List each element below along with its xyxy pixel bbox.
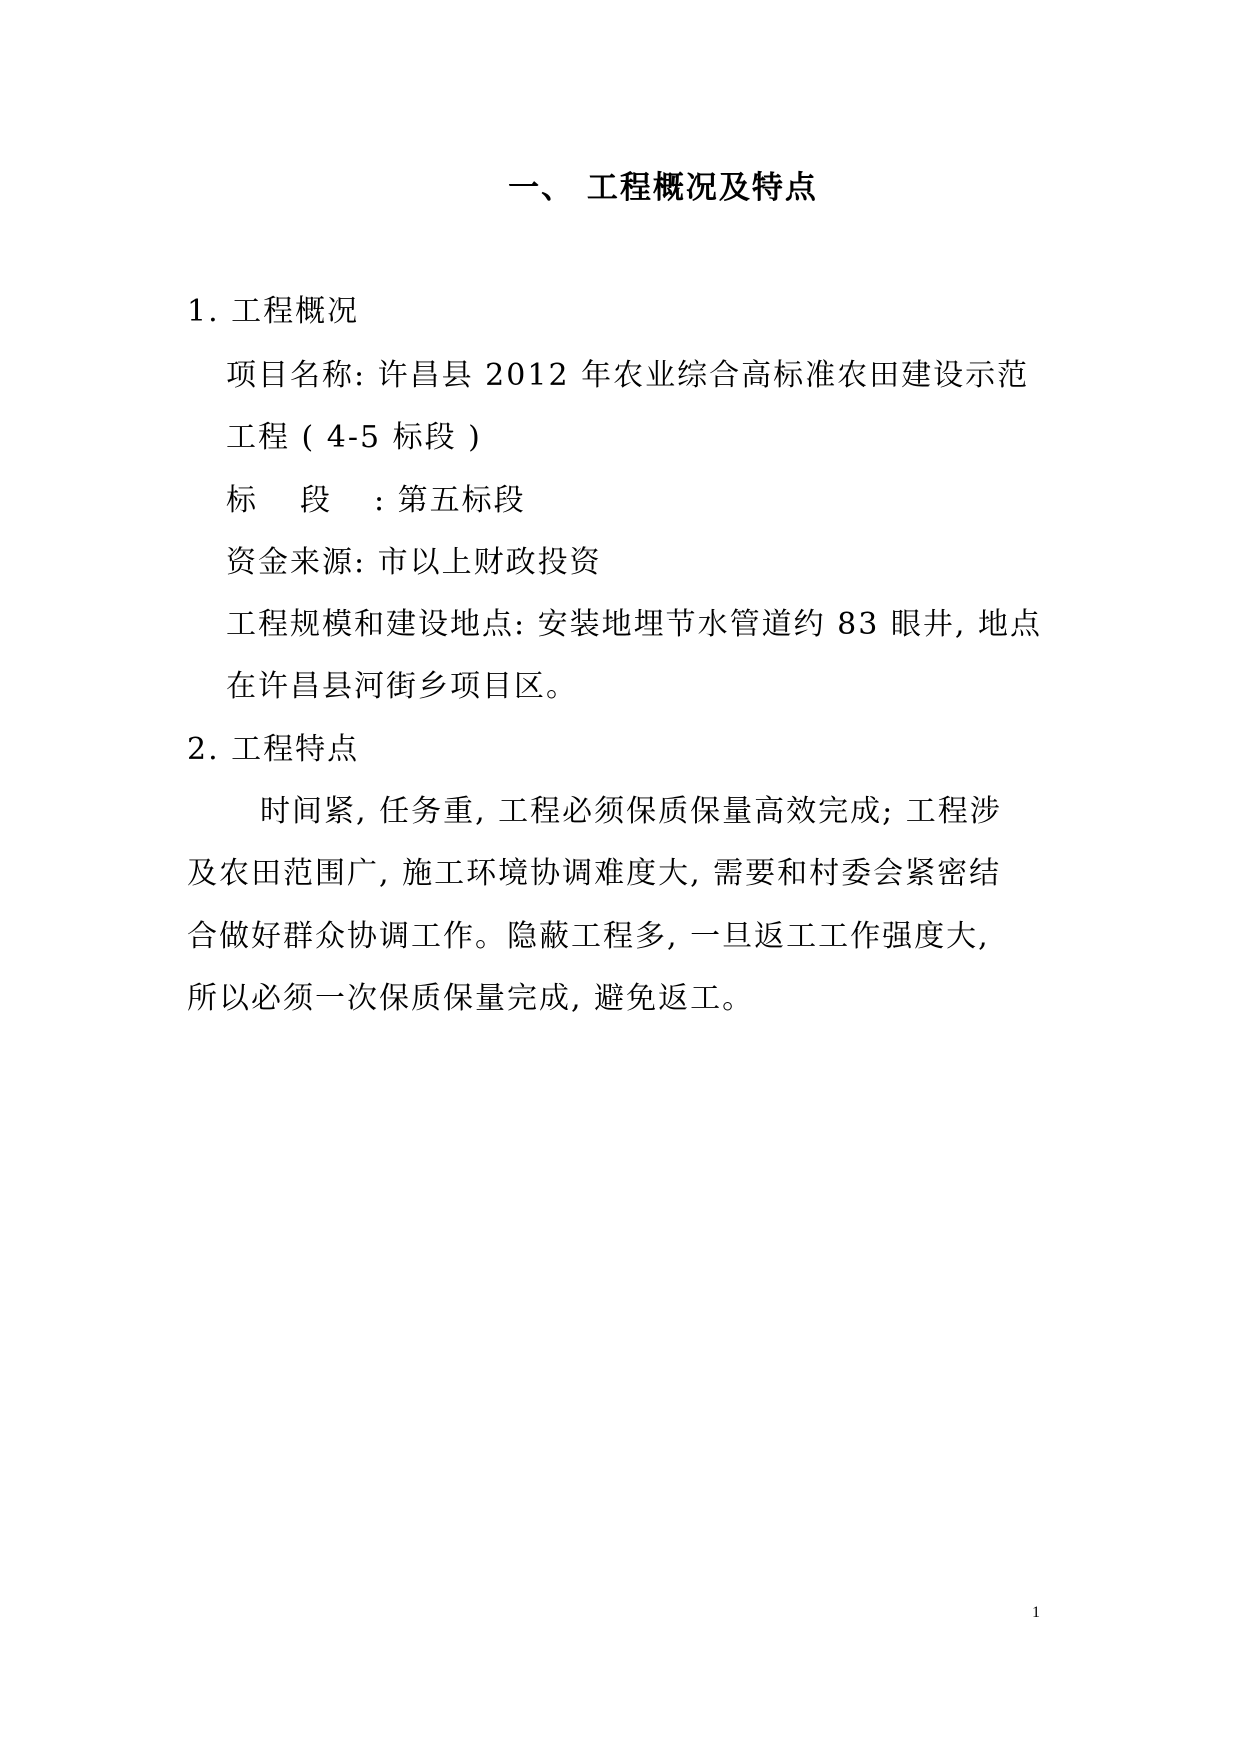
segment-value: : 第五标段	[374, 483, 526, 518]
segment-label	[226, 481, 374, 521]
features-paragraph-line-2: 及农田范围广, 施工环境协调难度大, 需要和村委会紧密结	[187, 856, 1002, 891]
features-paragraph-line-1: 时间紧, 任务重, 工程必须保质保量高效完成; 工程涉	[260, 794, 1002, 829]
features-paragraph-line-4: 所以必须一次保质保量完成, 避免返工。	[187, 981, 755, 1016]
scale-location-line-1: 工程规模和建设地点: 安装地埋节水管道约 83 眼井, 地点	[226, 607, 1042, 642]
funding-source-line: 资金来源: 市以上财政投资	[226, 545, 602, 580]
page-number: 1	[1032, 1604, 1040, 1621]
scale-location-line-2: 在许昌县河街乡项目区。	[226, 669, 578, 704]
section-heading-overview: 1. 工程概况	[187, 294, 360, 329]
segment-label-char-1: 标	[226, 483, 256, 518]
section-heading-features: 2. 工程特点	[187, 732, 360, 767]
project-name-line-1: 项目名称: 许昌县 2012 年农业综合高标准农田建设示范	[226, 358, 1030, 393]
features-paragraph-line-3: 合做好群众协调工作。隐蔽工程多, 一旦返工工作强度大,	[187, 919, 990, 954]
segment-label-char-2: 段	[300, 483, 330, 518]
page-title: 一、 工程概况及特点	[508, 170, 818, 206]
segment-line	[226, 481, 526, 521]
project-name-line-2: 工程 ( 4-5 标段 )	[226, 420, 482, 455]
